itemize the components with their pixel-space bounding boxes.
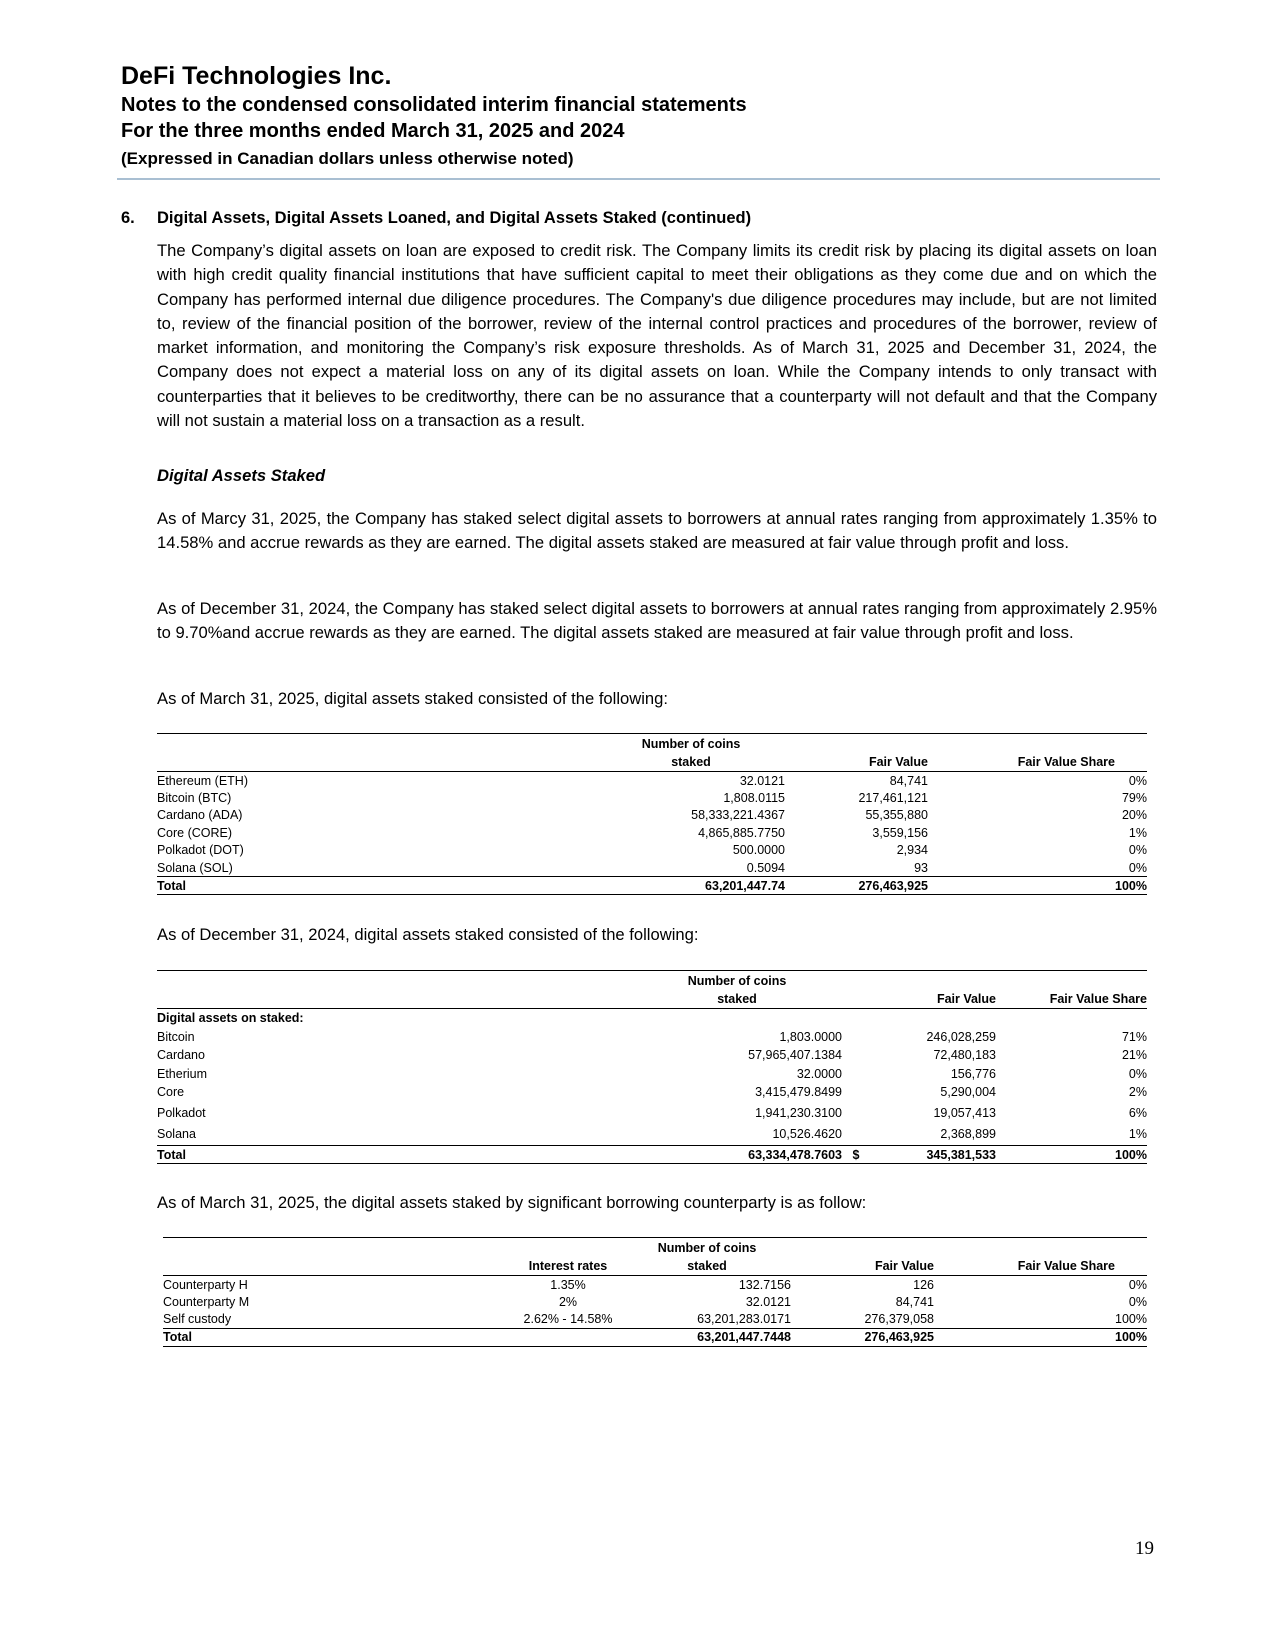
col-fair-value-header: Fair Value (870, 991, 996, 1009)
col-coins-header-2: staked (547, 754, 785, 772)
col-coins-header-1: Number of coins (562, 971, 842, 991)
coins-value: 500.0000 (732, 843, 785, 858)
section-heading (121, 209, 751, 228)
table-row (157, 1028, 1147, 1047)
col-rates-header: Interest rates (423, 1258, 623, 1276)
share-value: 20% (1121, 808, 1147, 823)
table-row (157, 772, 1147, 790)
table-row (157, 824, 1147, 842)
counterparty-name: Counterparty H (163, 1277, 248, 1292)
fair-value: 93 (914, 860, 928, 875)
table-row (157, 807, 1147, 825)
share-value: 0% (1128, 1294, 1147, 1309)
share-value: 0% (1128, 1277, 1147, 1292)
total-coins: 63,201,447.7448 (623, 1328, 791, 1346)
share-value: 0% (1128, 1066, 1147, 1081)
share-value: 0% (1128, 773, 1147, 788)
table2-intro: As of December 31, 2024, digital assets staked consisted of the following: (157, 925, 699, 944)
total-label: Total (157, 877, 547, 895)
table-row (157, 789, 1147, 807)
fair-value: 276,379,058 (864, 1312, 934, 1326)
credit-risk-paragraph: The Company’s digital assets on loan are exposed to credit risk. The Company limits its credit risk by placing its digital assets on loan with high credit quality financial institutions that have sufficient capital to meet their obligations as they come due and on which the Company has performed internal due diligence procedures. The Company's due diligence procedures may include, but are not limited to, review of the financial position of the borrower, review of the internal control practices and procedures of the borrower, review of market information, and monitoring the Company’s risk exposure thresholds. As of March 31, 2025 and December 31, 2024, the Company does not expect a material loss on any of its digital assets on loan. While the Company intends to only transact with counterparties that it believes to be creditworthy, there can be no assurance that a counterparty will not default and that the Company will not sustain a material loss on a transaction as a result. (157, 241, 1157, 431)
share-value: 0% (1128, 843, 1147, 858)
total-share: 100% (996, 1146, 1147, 1164)
coins-value: 32.0121 (745, 1294, 791, 1309)
share-value: 21% (1121, 1048, 1147, 1063)
asset-name: Polkadot (157, 1105, 206, 1120)
share-value: 2% (1128, 1085, 1147, 1100)
fair-value: 2,368,899 (940, 1127, 996, 1142)
fair-value: 126 (913, 1277, 934, 1292)
header-currency-note: (Expressed in Canadian dollars unless otherwise noted) (121, 149, 574, 168)
fair-value: 19,057,413 (933, 1105, 996, 1120)
total-share: 100% (934, 1328, 1147, 1346)
asset-name: Bitcoin (BTC) (157, 790, 232, 805)
col-fair-value-header: Fair Value (785, 754, 928, 772)
table-row (157, 859, 1147, 877)
staked-subheading: Digital Assets Staked (157, 466, 326, 485)
col-share-header: Fair Value Share (996, 991, 1147, 1009)
fair-value: 84,741 (889, 773, 928, 788)
col-coins-header-2: staked (623, 1258, 791, 1276)
total-coins: 63,334,478.7603 (562, 1146, 842, 1164)
interest-rate: 2% (558, 1294, 578, 1309)
table-row (157, 1046, 1147, 1065)
total-row (163, 1328, 1147, 1346)
fair-value: 84,741 (895, 1294, 934, 1309)
table-row (157, 1065, 1147, 1084)
fair-value: 246,028,259 (926, 1029, 996, 1044)
share-value: 71% (1121, 1029, 1147, 1044)
coins-value: 1,803.0000 (779, 1029, 842, 1044)
total-row (157, 1146, 1147, 1164)
share-value: 6% (1128, 1105, 1147, 1120)
asset-name: Core (157, 1085, 185, 1100)
table-row (163, 1276, 1147, 1294)
group-label: Digital assets on staked: (157, 1011, 304, 1026)
total-fair-value: 276,463,925 (791, 1328, 934, 1346)
total-fair-value: 345,381,533 (870, 1146, 996, 1164)
col-coins-header-1: Number of coins (623, 1238, 791, 1258)
total-share: 100% (928, 877, 1147, 895)
asset-name: Cardano (157, 1048, 205, 1063)
page-header (121, 60, 1161, 174)
header-period: For the three months ended March 31, 2025 and 2024 (121, 120, 625, 142)
fair-value: 5,290,004 (940, 1085, 996, 1100)
coins-value: 0.5094 (746, 860, 785, 875)
asset-name: Core (CORE) (157, 825, 233, 840)
share-value: 79% (1121, 790, 1147, 805)
interest-rate: 1.35% (550, 1277, 586, 1292)
table-row (157, 842, 1147, 860)
asset-name: Solana (157, 1127, 196, 1142)
table-row (157, 1102, 1147, 1124)
table-staked-2025 (157, 733, 1147, 895)
asset-name: Polkadot (DOT) (157, 843, 244, 858)
section-number: 6. (121, 209, 135, 227)
asset-name: Ethereum (ETH) (157, 773, 248, 788)
counterparty-name: Self custody (163, 1312, 232, 1326)
total-label: Total (163, 1328, 423, 1346)
col-coins-header-2: staked (562, 991, 842, 1009)
coins-value: 1,808.0115 (723, 790, 785, 805)
col-share-header: Fair Value Share (928, 754, 1147, 772)
table-row (157, 1124, 1147, 1146)
table-staked-2024 (157, 970, 1147, 1164)
coins-value: 1,941,230.3100 (755, 1105, 842, 1120)
section-title: Digital Assets, Digital Assets Loaned, and Digital Assets Staked (continued) (157, 209, 752, 227)
total-coins: 63,201,447.74 (547, 877, 785, 895)
fair-value: 217,461,121 (858, 790, 928, 805)
total-label: Total (157, 1146, 562, 1164)
coins-value: 32.0121 (739, 773, 785, 788)
currency-symbol: $ (842, 1146, 870, 1164)
share-value: 0% (1128, 860, 1147, 875)
table-row (163, 1311, 1147, 1329)
asset-name: Bitcoin (157, 1029, 195, 1044)
table-row (163, 1293, 1147, 1311)
coins-value: 132.7156 (738, 1277, 791, 1292)
header-divider (117, 178, 1160, 180)
col-coins-header-1: Number of coins (547, 734, 785, 754)
staked-2024-paragraph: As of December 31, 2024, the Company has staked select digital assets to borrowers at annual rates ranging from approximately 2.95% to 9.70%and accrue rewards as they are earned. The digital assets staked are measured at fair value through profit and loss. (157, 599, 1157, 643)
counterparty-name: Counterparty M (163, 1294, 250, 1309)
total-fair-value: 276,463,925 (785, 877, 928, 895)
fair-value: 72,480,183 (933, 1048, 996, 1063)
col-share-header: Fair Value Share (934, 1258, 1147, 1276)
coins-value: 3,415,479.8499 (755, 1085, 842, 1100)
asset-name: Solana (SOL) (157, 860, 233, 875)
header-title: Notes to the condensed consolidated interim financial statements (121, 94, 747, 116)
fair-value: 55,355,880 (865, 808, 928, 823)
share-value: 1% (1128, 825, 1147, 840)
share-value: 100% (1115, 1312, 1147, 1326)
staked-2025-paragraph: As of Marcy 31, 2025, the Company has staked select digital assets to borrowers at annual rates ranging from approximately 1.35% to 14.58% and accrue rewards as they are earned. The digital assets staked are measured at fair value through profit and loss. (157, 509, 1157, 553)
coins-value: 63,201,283.0171 (697, 1312, 791, 1326)
fair-value: 2,934 (896, 843, 928, 858)
asset-name: Cardano (ADA) (157, 808, 243, 823)
page-number: 19 (1135, 1538, 1154, 1559)
col-fair-value-header: Fair Value (791, 1258, 934, 1276)
table-row (157, 1083, 1147, 1102)
total-row (157, 877, 1147, 895)
coins-value: 4,865,885.7750 (698, 825, 785, 840)
coins-value: 10,526.4620 (772, 1127, 842, 1142)
asset-name: Etherium (157, 1066, 208, 1081)
table1-intro: As of March 31, 2025, digital assets staked consisted of the following: (157, 689, 669, 708)
fair-value: 156,776 (950, 1066, 996, 1081)
share-value: 1% (1128, 1127, 1147, 1142)
coins-value: 32.0000 (796, 1066, 842, 1081)
coins-value: 57,965,407.1384 (748, 1048, 842, 1063)
interest-rate: 2.62% - 14.58% (523, 1312, 613, 1326)
table3-intro: As of March 31, 2025, the digital assets staked by significant borrowing counterparty is as follow: (157, 1193, 867, 1212)
fair-value: 3,559,156 (872, 825, 928, 840)
company-name: DeFi Technologies Inc. (121, 62, 392, 90)
coins-value: 58,333,221.4367 (691, 808, 785, 823)
table-counterparty-2025 (163, 1237, 1147, 1347)
